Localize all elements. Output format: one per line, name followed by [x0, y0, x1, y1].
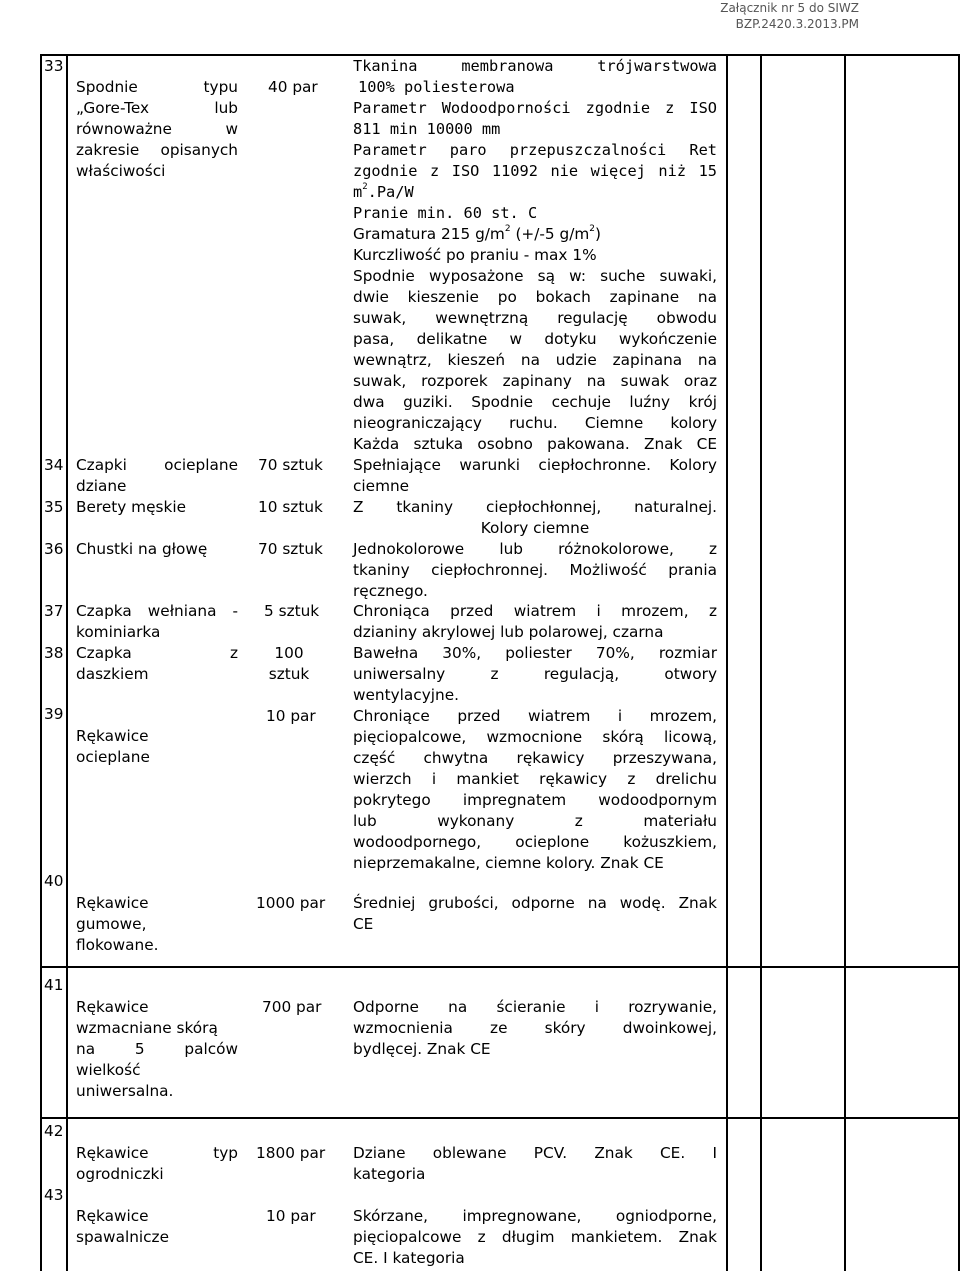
- description-line: tkaniny ciepłochronnej. Możliwość prania: [353, 561, 717, 579]
- row-number: 33: [44, 57, 64, 75]
- description-line: dwa guziki. Spodnie cechuje luźny krój: [353, 393, 717, 411]
- quantity: 70 sztuk: [258, 540, 323, 558]
- description-line: bydlęcej. Znak CE: [353, 1040, 491, 1058]
- description-line: Kolory ciemne: [480, 519, 590, 537]
- description-line: Bawełna 30%, poliester 70%, rozmiar: [353, 644, 717, 662]
- item-name-line: zakresie opisanych: [76, 141, 238, 159]
- item-name-line: dziane: [76, 477, 127, 495]
- description-line: Parametr paro przepuszczalności Ret: [353, 141, 717, 159]
- description-line: ciemne: [353, 477, 410, 495]
- item-name-line: wielkość: [76, 1061, 141, 1079]
- item-name-line: Rękawice: [76, 998, 149, 1016]
- description-line: wodoodpornego, ocieplone kożuszkiem,: [353, 833, 717, 851]
- item-name-line: Czapki ocieplane: [76, 456, 238, 474]
- description-line: Skórzane, impregnowane, ogniodporne,: [353, 1207, 717, 1225]
- description-line: $m^2.Pa/W$: [353, 182, 414, 201]
- quantity: 1800 par: [256, 1144, 326, 1162]
- description-line: Chroniąca przed wiatrem i mrozem, z: [353, 602, 717, 620]
- description-line: suwak, wewnętrzną regulację obwodu: [353, 309, 717, 327]
- description-line: dwie kieszenie po bokach zapinane na: [353, 288, 717, 306]
- description-line: pięciopalcowe, wzmocnione skórą licową,: [353, 728, 717, 746]
- item-name-line: właściwości: [76, 162, 166, 180]
- item-name-line: wzmacniane skórą: [76, 1019, 218, 1037]
- document-header: [720, 0, 859, 32]
- description-line: Chroniące przed wiatrem i mrozem,: [353, 707, 717, 725]
- quantity: 40 par: [268, 78, 318, 96]
- description-line: Jednokolorowe lub różnokolorowe, z: [353, 540, 717, 558]
- item-name-line: Czapka wełniana -: [76, 602, 238, 620]
- description-line: wierzch i mankiet rękawicy z drelichu: [353, 770, 717, 788]
- quantity: 100: [274, 644, 304, 662]
- header-reference: BZP.2420.3.2013.PM: [735, 17, 859, 31]
- item-name-line: „Gore-Tex lub: [76, 99, 238, 117]
- description-line: zgodnie z ISO 11092 nie więcej niż 15: [353, 162, 717, 180]
- row-number: 39: [44, 705, 64, 723]
- item-name-line: ogrodniczki: [76, 1165, 164, 1183]
- item-name-line: Rękawice typ: [76, 1144, 238, 1162]
- description-line: 811 min 10000 mm: [353, 120, 501, 138]
- item-name-line: Spodnie typu: [76, 78, 238, 96]
- item-name-line: daszkiem: [76, 665, 149, 683]
- description-line: Spodnie wyposażone są w: suche suwaki,: [353, 267, 717, 285]
- item-name-line: równoważne w: [76, 120, 238, 138]
- row-number: 37: [44, 602, 64, 620]
- description-line: ręcznego.: [353, 582, 428, 600]
- description-line: Każda sztuka osobno pakowana. Znak CE: [353, 435, 717, 453]
- item-name-line: ocieplane: [76, 748, 150, 766]
- description-line: wzmocnienia ze skóry dwoinkowej,: [353, 1019, 717, 1037]
- item-name-line: Chustki na głowę: [76, 540, 208, 558]
- description-line: dzianiny akrylowej lub polarowej, czarna: [353, 623, 664, 641]
- description-line: kategoria: [353, 1165, 426, 1183]
- row-number: 42: [44, 1122, 64, 1140]
- description-line: Z tkaniny ciepłochłonnej, naturalnej.: [353, 498, 717, 516]
- description-line: pasa, delikatne w dotyku wykończenie: [353, 330, 717, 348]
- description-line: nieograniczający ruchu. Ciemne kolory: [353, 414, 717, 432]
- description-line: Gramatura 215 $g/m^2$ (+/-5 $g/m^2$): [353, 224, 601, 243]
- description-line: uniwersalny z regulacją, otwory: [353, 665, 717, 683]
- description-line: pięciopalcowe z długim mankietem. Znak: [353, 1228, 717, 1246]
- item-name-line: spawalnicze: [76, 1228, 169, 1246]
- description-line: wentylacyjne.: [353, 686, 459, 704]
- description-line: Tkanina membranowa trójwarstwowa: [353, 57, 717, 75]
- description-line: Dziane oblewane PCV. Znak CE. I: [353, 1144, 717, 1162]
- item-name-line: Rękawice: [76, 894, 149, 912]
- quantity: 5 sztuk: [264, 602, 320, 620]
- quantity: 70 sztuk: [258, 456, 323, 474]
- item-name-line: Czapka z: [76, 644, 238, 662]
- row-number: 40: [44, 872, 64, 890]
- quantity: 10 sztuk: [258, 498, 323, 516]
- description-line: część chwytna rękawicy przeszywana,: [353, 749, 717, 767]
- description-line: 100% poliesterowa: [358, 78, 515, 96]
- item-name-line: uniwersalna.: [76, 1082, 174, 1100]
- item-name-line: flokowane.: [76, 936, 159, 954]
- description-line: suwak, rozporek zapinany na suwak oraz: [353, 372, 717, 390]
- quantity: 10 par: [266, 1207, 316, 1225]
- quantity-unit: sztuk: [268, 665, 310, 683]
- row-number: 35: [44, 498, 64, 516]
- description-line: CE: [353, 915, 374, 933]
- header-attachment: Załącznik nr 5 do SIWZ: [720, 1, 859, 15]
- row-number: 43: [44, 1186, 64, 1204]
- item-name-line: kominiarka: [76, 623, 161, 641]
- item-name-line: Berety męskie: [76, 498, 186, 516]
- description-line: nieprzemakalne, ciemne kolory. Znak CE: [353, 854, 664, 872]
- description-line: Kurczliwość po praniu - max 1%: [353, 246, 597, 264]
- item-name-line: Rękawice: [76, 727, 149, 745]
- row-number: 34: [44, 456, 64, 474]
- description-line: pokrytego impregnatem wodoodpornym: [353, 791, 717, 809]
- row-number: 41: [44, 976, 64, 994]
- description-line: Pranie min. 60 st. C: [353, 204, 538, 222]
- description-line: Średniej grubości, odporne na wodę. Znak: [353, 894, 717, 912]
- item-name-line: Rękawice: [76, 1207, 149, 1225]
- quantity: 10 par: [266, 707, 316, 725]
- row-number: 36: [44, 540, 64, 558]
- quantity: 1000 par: [256, 894, 326, 912]
- description-line: CE. I kategoria: [353, 1249, 465, 1267]
- description-line: Parametr Wodoodporności zgodnie z ISO: [353, 99, 717, 117]
- description-line: lub wykonany z materiału: [353, 812, 717, 830]
- description-line: wewnątrz, kieszeń na udzie zapinana na: [353, 351, 717, 369]
- item-name-line: gumowe,: [76, 915, 147, 933]
- description-line: Spełniające warunki ciepłochronne. Kolory: [353, 456, 717, 474]
- quantity: 700 par: [262, 998, 322, 1016]
- row-number: 38: [44, 644, 64, 662]
- item-name-line: na 5 palców: [76, 1040, 238, 1058]
- description-line: Odporne na ścieranie i rozrywanie,: [353, 998, 717, 1016]
